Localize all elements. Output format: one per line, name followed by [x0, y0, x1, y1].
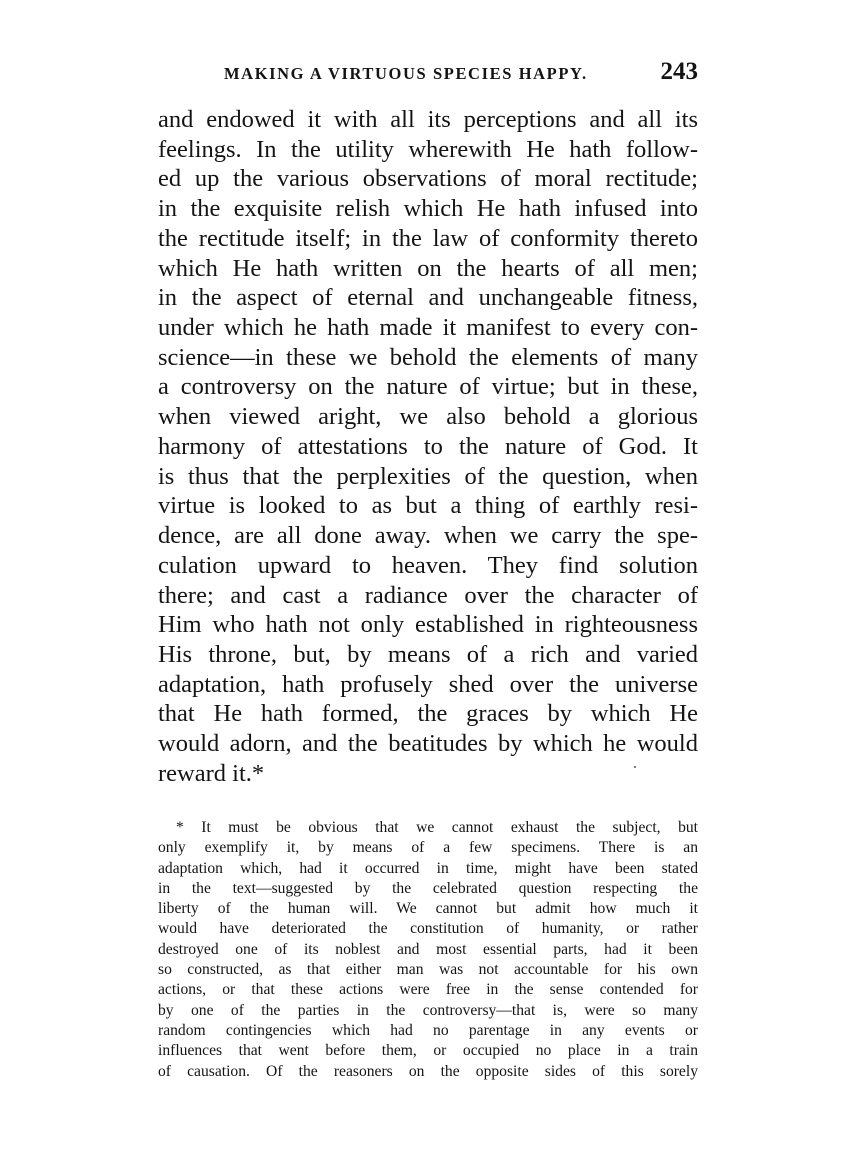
text-line: a controversy on the nature of virtue; but in these,: [158, 373, 698, 401]
text-line: feelings. In the utility wherewith He hath follow-: [158, 135, 698, 163]
paper-speck: [634, 766, 636, 768]
footnote-line: would have deteriorated the constitution of humanity, or rather: [158, 920, 698, 938]
footnote-line: by one of the parties in the controversy—that is, were so many: [158, 1001, 698, 1019]
text-line: dence, are all done away. when we carry the spe-: [158, 522, 698, 550]
text-line: harmony of attestations to the nature of God. It: [158, 432, 698, 460]
footnote-line: random contingencies which had no parentage in any events or: [158, 1021, 698, 1039]
text-line-last: reward it.*: [158, 759, 265, 787]
footnote-line: influences that went before them, or occupied no place in a train: [158, 1042, 698, 1060]
footnote-line: * It must be obvious that we cannot exhaust the subject, but: [176, 819, 698, 836]
footnote-line: destroyed one of its noblest and most essential parts, had it been: [158, 940, 698, 958]
text-line: would adorn, and the beatitudes by which he would: [158, 730, 698, 758]
page-number: 243: [660, 58, 698, 85]
text-line: the rectitude itself; in the law of conformity thereto: [158, 224, 698, 252]
running-head: [158, 60, 698, 90]
footnote-line: so constructed, as that either man was not accountable for his own: [158, 961, 698, 979]
text-line: virtue is looked to as but a thing of earthly resi-: [158, 492, 698, 520]
text-line: there; and cast a radiance over the character of: [158, 581, 698, 609]
running-title: MAKING A VIRTUOUS SPECIES HAPPY.: [224, 64, 588, 83]
footnote: [158, 818, 698, 1082]
footnote-line: of causation. Of the reasoners on the opposite sides of this sorely: [158, 1062, 698, 1080]
footnote-line: in the text—suggested by the celebrated question respecting the: [158, 879, 698, 897]
footnote-line: adaptation which, had it occurred in time, might have been stated: [158, 859, 698, 877]
footnote-line: liberty of the human will. We cannot but admit how much it: [158, 900, 698, 918]
text-line: is thus that the perplexities of the question, when: [158, 462, 698, 490]
text-line: ed up the various observations of moral rectitude;: [158, 165, 698, 193]
footnote-line: only exemplify it, by means of a few specimens. There is an: [158, 839, 698, 857]
text-line: culation upward to heaven. They find solution: [158, 551, 698, 579]
text-line: in the exquisite relish which He hath infused into: [158, 195, 698, 223]
text-line: His throne, but, by means of a rich and varied: [158, 640, 698, 668]
text-line: under which he hath made it manifest to every con-: [158, 314, 698, 342]
text-line: that He hath formed, the graces by which He: [158, 700, 698, 728]
text-line: Him who hath not only established in righteousness: [158, 611, 698, 639]
text-line: adaptation, hath profusely shed over the universe: [158, 670, 698, 698]
text-line: which He hath written on the hearts of all men;: [158, 254, 698, 282]
footnote-line: actions, or that these actions were free in the sense contended for: [158, 981, 698, 999]
main-text: [158, 105, 698, 789]
text-line: and endowed it with all its perceptions and all its: [158, 106, 698, 133]
text-line: science—in these we behold the elements of many: [158, 343, 698, 371]
text-line: when viewed aright, we also behold a glorious: [158, 403, 698, 431]
text-line: in the aspect of eternal and unchangeable fitness,: [158, 284, 698, 312]
